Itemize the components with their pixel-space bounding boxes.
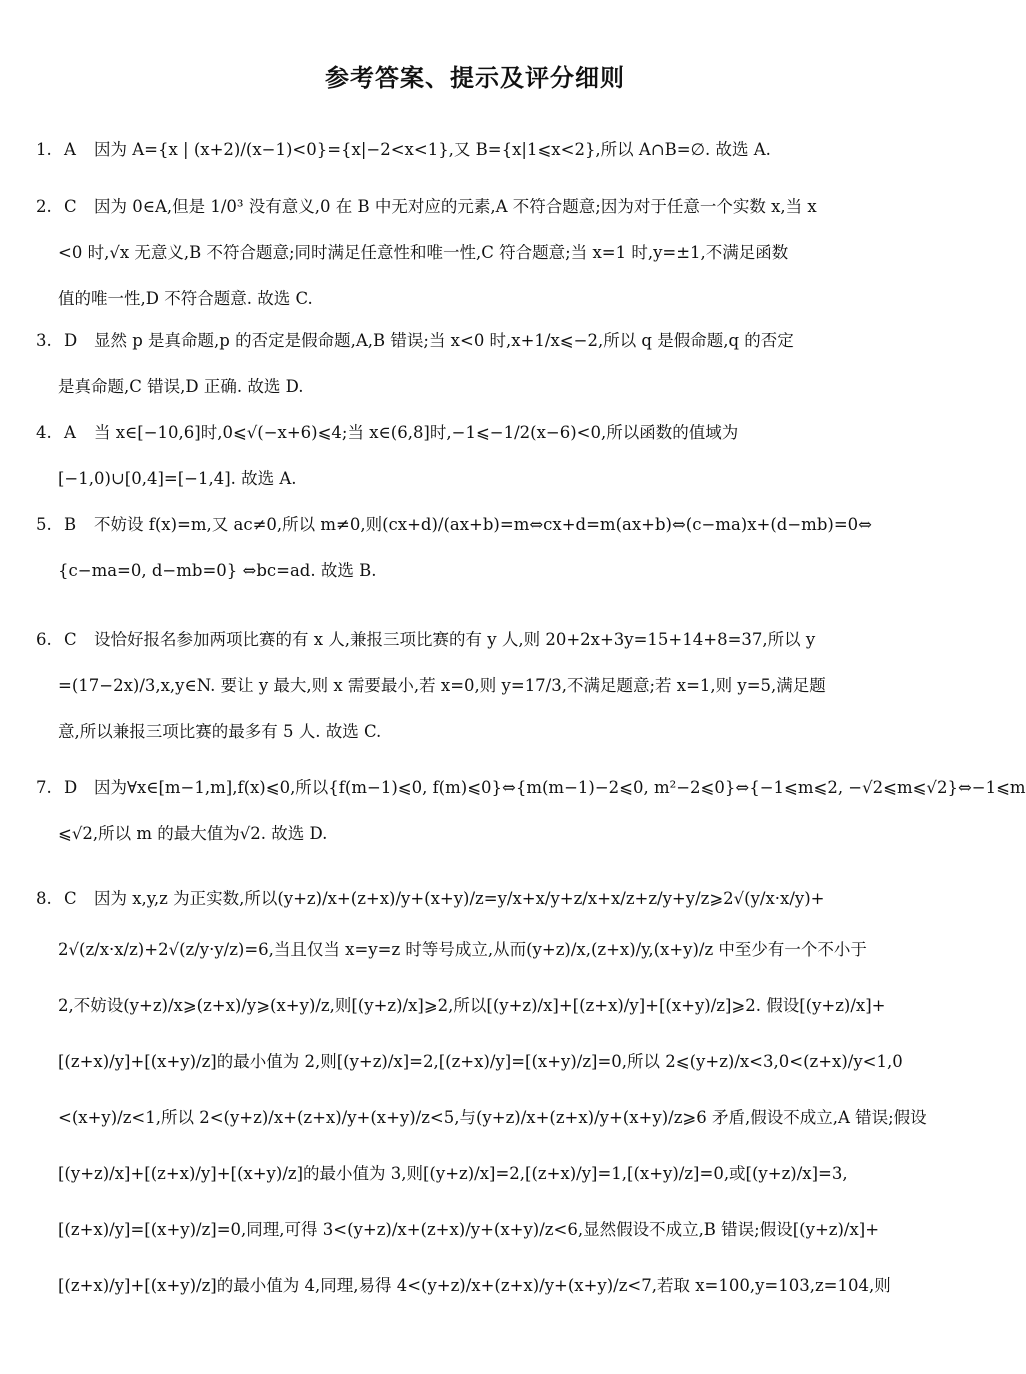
solution-text: 2√(z/x·x/z)+2√(z/y·y/z)=6,当且仅当 x=y=z 时等号成立,从而(y+z)/x,(z+x)/y,(x+y)/z 中至少有一个不小于 [58, 940, 867, 959]
question-number: 5. [36, 515, 52, 534]
answer-letter: C [64, 630, 77, 649]
solution-text: 因为∀x∈[m−1,m],f(x)⩽0,所以{f(m−1)⩽0, f(m)⩽0}⇔{m(m−1)−2⩽0, m²−2⩽0}⇔{−1⩽m⩽2, −√2⩽m⩽√2}⇔−1⩽m [94, 778, 1026, 797]
solution-text: 因为 x,y,z 为正实数,所以(y+z)/x+(z+x)/y+(x+y)/z=y/x+x/y+z/x+x/z+z/y+y/z⩾2√(y/x·x/y)+ [94, 889, 825, 908]
solution-7 [36, 765, 1026, 857]
answer-letter: C [64, 197, 77, 216]
answer-letter: A [64, 423, 76, 442]
solution-5 [36, 502, 918, 594]
solution-8 [36, 876, 927, 1314]
solution-text: 意,所以兼报三项比赛的最多有 5 人. 故选 C. [58, 722, 382, 741]
answer-letter: D [64, 331, 78, 350]
solution-4 [36, 410, 918, 502]
question-number: 6. [36, 630, 52, 649]
solution-text: [(z+x)/y]=[(x+y)/z]=0,同理,可得 3<(y+z)/x+(z+x)/y+(x+y)/z<6,显然假设不成立,B 错误;假设[(y+z)/x]+ [58, 1220, 880, 1239]
solution-text: 2,不妨设(y+z)/x⩾(z+x)/y⩾(x+y)/z,则[(y+z)/x]⩾2,所以[(y+z)/x]+[(z+x)/y]+[(x+y)/z]⩾2. 假设[(y+z)/x]+ [58, 996, 886, 1015]
solution-text: <0 时,√x 无意义,B 不符合题意;同时满足任意性和唯一性,C 符合题意;当 x=1 时,y=±1,不满足函数 [58, 243, 789, 262]
answer-letter: A [64, 140, 76, 159]
solution-text: [(z+x)/y]+[(x+y)/z]的最小值为 4,同理,易得 4<(y+z)/x+(z+x)/y+(x+y)/z<7,若取 x=100,y=103,z=104,则 [58, 1276, 891, 1295]
answer-letter: D [64, 778, 78, 797]
solution-2 [36, 184, 918, 322]
solution-text: 设恰好报名参加两项比赛的有 x 人,兼报三项比赛的有 y 人,则 20+2x+3y=15+14+8=37,所以 y [94, 630, 816, 649]
question-number: 1. [36, 140, 52, 159]
answer-letter: C [64, 889, 77, 908]
solution-text: 因为 0∈A,但是 1/0³ 没有意义,0 在 B 中无对应的元素,A 不符合题意;因为对于任意一个实数 x,当 x [94, 197, 817, 216]
solution-text: <(x+y)/z<1,所以 2<(y+z)/x+(z+x)/y+(x+y)/z<5,与(y+z)/x+(z+x)/y+(x+y)/z⩾6 矛盾,假设不成立,A 错误;假设 [58, 1108, 927, 1127]
solution-6 [36, 617, 918, 755]
question-number: 8. [36, 889, 52, 908]
question-number: 2. [36, 197, 52, 216]
solution-1 [36, 127, 918, 173]
solution-text: {c−ma=0, d−mb=0} ⇔bc=ad. 故选 B. [58, 561, 377, 580]
solution-text: 是真命题,C 错误,D 正确. 故选 D. [58, 377, 304, 396]
solution-3 [36, 318, 918, 410]
solution-text: 显然 p 是真命题,p 的否定是假命题,A,B 错误;当 x<0 时,x+1/x⩽−2,所以 q 是假命题,q 的否定 [94, 331, 794, 350]
solution-text: 当 x∈[−10,6]时,0⩽√(−x+6)⩽4;当 x∈(6,8]时,−1⩽−1/2(x−6)<0,所以函数的值域为 [94, 423, 739, 442]
solution-text: 因为 A={x | (x+2)/(x−1)<0}={x|−2<x<1},又 B={x|1⩽x<2},所以 A∩B=∅. 故选 A. [94, 140, 771, 159]
solution-text: ⩽√2,所以 m 的最大值为√2. 故选 D. [58, 824, 328, 843]
question-number: 7. [36, 778, 52, 797]
solution-text: [(z+x)/y]+[(x+y)/z]的最小值为 2,则[(y+z)/x]=2,[(z+x)/y]=[(x+y)/z]=0,所以 2⩽(y+z)/x<3,0<(z+x)/y<1,0 [58, 1052, 903, 1071]
question-number: 4. [36, 423, 52, 442]
solution-text: 值的唯一性,D 不符合题意. 故选 C. [58, 289, 313, 308]
solution-text: [(y+z)/x]+[(z+x)/y]+[(x+y)/z]的最小值为 3,则[(y+z)/x]=2,[(z+x)/y]=1,[(x+y)/z]=0,或[(y+z)/x]=3, [58, 1164, 848, 1183]
solution-text: =(17−2x)/3,x,y∈N. 要让 y 最大,则 x 需要最小,若 x=0,则 y=17/3,不满足题意;若 x=1,则 y=5,满足题 [58, 676, 826, 695]
page-title: 参考答案、提示及评分细则 [325, 63, 625, 92]
question-number: 3. [36, 331, 52, 350]
answer-letter: B [64, 515, 77, 534]
solution-text: 不妨设 f(x)=m,又 ac≠0,所以 m≠0,则(cx+d)/(ax+b)=m⇔cx+d=m(ax+b)⇔(c−ma)x+(d−mb)=0⇔ [94, 515, 872, 534]
solution-text: [−1,0)∪[0,4]=[−1,4]. 故选 A. [58, 469, 297, 488]
